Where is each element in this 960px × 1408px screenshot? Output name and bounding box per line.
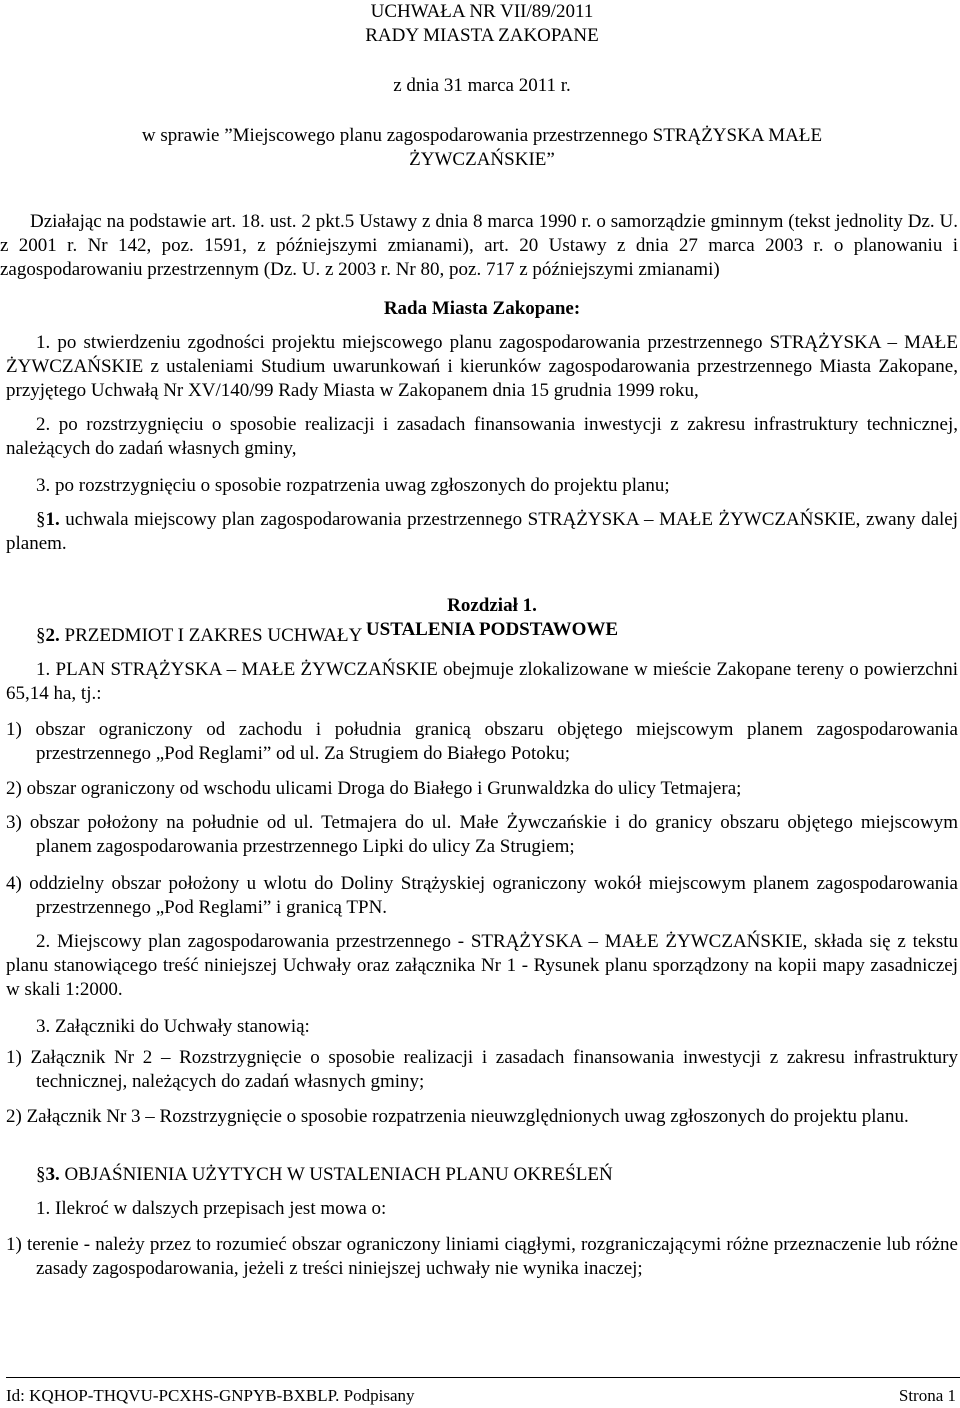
paragraph-1 [6,508,958,556]
chapter-title: Rozdział 1. [447,595,537,616]
list-item: 4) oddzielny obszar położony u wlotu do Doliny Strążyskiej ograniczony wokół miejscowym planem zagospodarowania przestrzennego „Pod Reglami” i granicą TPN. [6,873,958,918]
paragraph-2-title: PRZEDMIOT I ZAKRES UCHWAŁY [59,625,363,646]
subject-line-1: w sprawie ”Miejscowego planu zagospodarowania przestrzennego STRĄŻYSKA MAŁE [141,125,823,146]
paragraph-2-point-1: 1. PLAN STRĄŻYSKA – MAŁE ŻYWCZAŃSKIE obejmuje zlokalizowane w mieście Zakopane tereny o powierzchni 65,14 ha, tj.: [6,659,958,704]
chapter-subtitle: USTALENIA PODSTAWOWE [365,619,619,640]
list-item: 1) obszar ograniczony od zachodu i południa granicą obszaru objętego miejscowym planem zagospodarowania przestrzennego „Pod Reglami” od ul. Za Strugiem do Białego Potoku; [6,719,958,764]
page-number: Strona 1 [898,1386,956,1405]
finding-3: 3. po rozstrzygnięciu o sposobie rozpatrzenia uwag zgłoszonych do projektu planu; [36,475,670,496]
paragraph-3-point-1: 1. Ilekroć w dalszych przepisach jest mowa o: [36,1198,387,1219]
paragraph-2-heading [36,624,362,648]
council-heading: Rada Miasta Zakopane: [383,298,581,319]
paragraph-3-mark: § [36,1164,46,1185]
paragraph-2-point-3: 3. Załączniki do Uchwały stanowią: [36,1016,310,1037]
paragraph-3-title: OBJAŚNIENIA UŻYTYCH W USTALENIACH PLANU OKREŚLEŃ [59,1164,613,1185]
document-id: Id: KQHOP-THQVU-PCXHS-GNPYB-BXBLP. Podpisany [6,1386,415,1405]
council-name: RADY MIASTA ZAKOPANE [365,25,599,46]
paragraph-1-number: 1. [45,509,60,530]
footer-divider [6,1377,960,1378]
paragraph-3-number: 3. [45,1164,60,1185]
paragraph-2-point-2: 2. Miejscowy plan zagospodarowania przestrzennego - STRĄŻYSKA – MAŁE ŻYWCZAŃSKIE, składa się z tekstu planu stanowiącego treść niniejszej Uchwały oraz załącznika Nr 1 - Rysunek planu sporządzony na kopii mapy zasadniczej w skali 1:2000. [6,931,958,1000]
resolution-number: UCHWAŁA NR VII/89/2011 [370,1,594,22]
paragraph-2-number: 2. [45,625,60,646]
finding-2: 2. po rozstrzygnięciu o sposobie realizacji i zasadach finansowania inwestycji z zakresu infrastruktury technicznej, należących do zadań własnych gminy, [6,414,958,459]
paragraph-2-mark: § [36,625,46,646]
list-item: 2) obszar ograniczony od wschodu ulicami Droga do Białego i Grunwaldzka do ulicy Tetmajera; [6,778,742,799]
subject-line-2: ŻYWCZAŃSKIE” [409,149,555,170]
attachment-item: 1) Załącznik Nr 2 – Rozstrzygnięcie o sposobie realizacji i zasadach finansowania inwestycji z zakresu infrastruktury technicznej, należących do zadań własnych gminy; [6,1047,958,1092]
paragraph-3-heading [36,1163,613,1187]
list-item: 3) obszar położony na południe od ul. Tetmajera do ul. Małe Żywczańskie i do granicy obszaru objętego miejscowym planem zagospodarowania przestrzennego Lipki do ulicy Za Strugiem; [6,812,958,857]
paragraph-1-mark: § [36,509,46,530]
definition-item: 1) terenie - należy przez to rozumieć obszar ograniczony liniami ciągłymi, rozgraniczającymi różne przeznaczenie lub różne zasady zagospodarowania, jeżeli z treści niniejszej uchwały nie wynika inaczej; [6,1234,958,1279]
resolution-date: z dnia 31 marca 2011 r. [393,75,571,96]
attachment-item: 2) Załącznik Nr 3 – Rozstrzygnięcie o sposobie rozpatrzenia nieuwzględnionych uwag zgłoszonych do projektu planu. [6,1106,909,1127]
preamble: Działając na podstawie art. 18. ust. 2 pkt.5 Ustawy z dnia 8 marca 1990 r. o samorządzie gminnym (tekst jednolity Dz. U. z 2001 r. Nr 142, poz. 1591, z późniejszymi zmianami), art. 20 Ustawy z dnia 27 marca 2003 r. o planowaniu i zagospodarowaniu przestrzennym (Dz. U. z 2003 r. Nr 80, poz. 717 z późniejszymi zmianami) [0,211,958,280]
finding-1: 1. po stwierdzeniu zgodności projektu miejscowego planu zagospodarowania przestrzennego STRĄŻYSKA – MAŁE ŻYWCZAŃSKIE z ustaleniami Studium uwarunkowań i kierunków zagospodarowania przestrzennego Miasta Zakopane, przyjętego Uchwałą Nr XV/140/99 Rady Miasta w Zakopanem dnia 15 grudnia 1999 roku, [6,332,958,401]
paragraph-1-text: uchwala miejscowy plan zagospodarowania przestrzennego STRĄŻYSKA – MAŁE ŻYWCZAŃSKIE, zwany dalej planem. [6,509,958,554]
